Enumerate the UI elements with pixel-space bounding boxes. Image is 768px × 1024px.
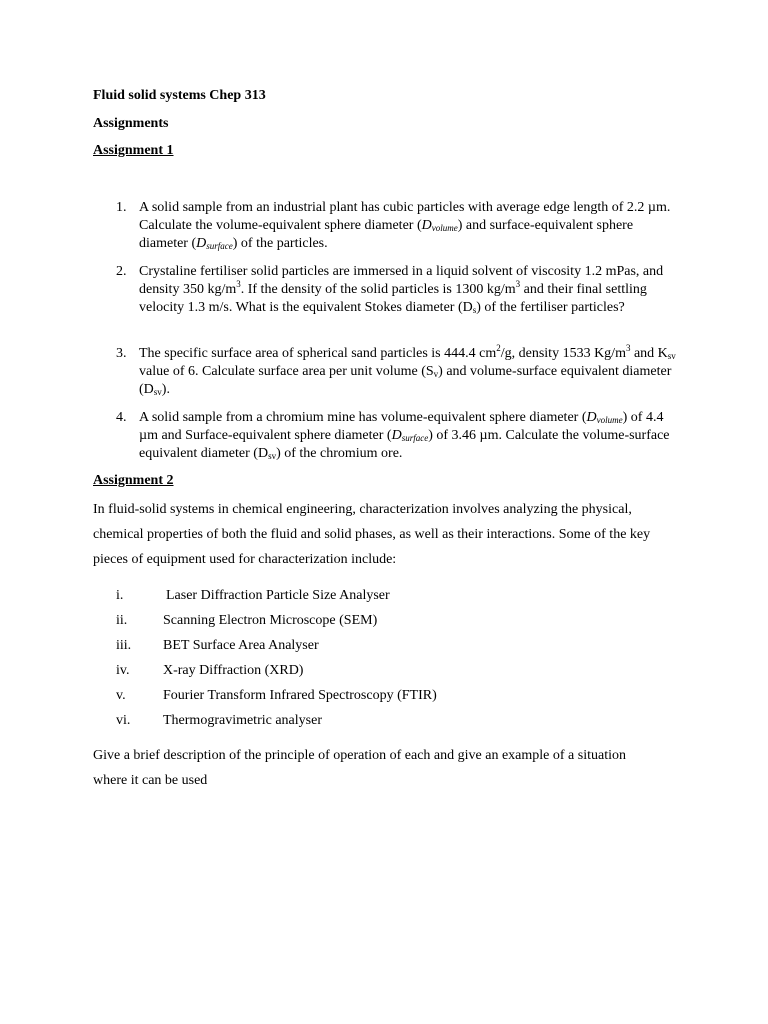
- equipment-item-number: iii.: [116, 638, 132, 653]
- question-2-number: 2.: [116, 264, 127, 279]
- question-3-text: [139, 345, 679, 399]
- q1-text-c: ) of the particles.: [232, 236, 328, 251]
- q3-sup-1: 2: [496, 343, 501, 353]
- q4-d-volume-subscript: volume: [596, 415, 623, 425]
- q1-d-surface-symbol: D: [196, 236, 207, 251]
- equipment-item-label: Laser Diffraction Particle Size Analyser: [166, 588, 390, 603]
- q2-sub-s: s: [472, 305, 477, 315]
- assignment-1-heading: Assignment 1: [93, 143, 174, 158]
- question-3-number: 3.: [116, 346, 127, 361]
- equipment-item-number: ii.: [116, 613, 128, 628]
- q2-text-b: . If the density of the solid particles is 1300 kg/m: [240, 282, 516, 297]
- equipment-item-label: Thermogravimetric analyser: [163, 713, 322, 728]
- q3-text-b: /g, density 1533 Kg/m: [500, 346, 626, 361]
- q4-sub-sv: sv: [268, 451, 277, 461]
- course-title: Fluid solid systems Chep 313: [93, 88, 266, 103]
- q2-text-c: and their final settling velocity 1.3 m/s. What is the equivalent Stokes diameter (D: [139, 282, 647, 315]
- q1-d-surface-subscript: surface: [206, 241, 233, 251]
- q4-text-c: ) of 3.46 µm. Calculate the volume-surface equivalent diameter (D: [139, 428, 670, 461]
- q1-d-volume-subscript: volume: [431, 223, 458, 233]
- q3-text-d: value of 6. Calculate surface area per unit volume (S: [139, 364, 434, 379]
- q3-text-f: ).: [161, 382, 170, 397]
- equipment-item-number: v.: [116, 688, 126, 703]
- equipment-item-number: i.: [116, 588, 124, 603]
- q2-text-a: Crystaline fertiliser solid particles are immersed in a liquid solvent of viscosity 1.2 mPas, and density 350 kg/m: [139, 264, 664, 297]
- q2-sup-1: 3: [236, 279, 241, 289]
- equipment-item-number: iv.: [116, 663, 130, 678]
- equipment-item-label: X-ray Diffraction (XRD): [163, 663, 304, 678]
- q4-d-volume-symbol: D: [586, 410, 597, 425]
- question-4-number: 4.: [116, 410, 127, 425]
- question-4-text: [139, 409, 679, 463]
- q2-sup-2: 3: [515, 279, 521, 289]
- assignment-2-heading: Assignment 2: [93, 473, 174, 488]
- q3-text-e: ) and volume-surface equivalent diameter (D: [139, 364, 672, 397]
- q3-sup-2: 3: [625, 343, 631, 353]
- q3-text-a: The specific surface area of spherical sand particles is 444.4 cm: [139, 346, 497, 361]
- assignment-2-closing: Give a brief description of the principle of operation of each and give an example of a situation where it can be used: [93, 748, 626, 788]
- q3-sub-sv-2: sv: [153, 387, 162, 397]
- q4-text-a: A solid sample from a chromium mine has volume-equivalent sphere diameter (: [139, 410, 587, 425]
- question-2-text: [139, 263, 679, 317]
- q1-d-volume-symbol: D: [421, 218, 432, 233]
- q3-sub-v: v: [433, 369, 439, 379]
- assignment-2-intro: In fluid-solid systems in chemical engineering, characterization involves analyzing the physical, chemical properties of both the fluid and solid phases, as well as their interactions. Some of the key pieces of equipment used for characterization include:: [93, 502, 651, 567]
- q4-text-b: ) of 4.4 µm and Surface-equivalent sphere diameter (: [139, 410, 664, 443]
- equipment-item-number: vi.: [116, 713, 131, 728]
- q1-text-a: A solid sample from an industrial plant has cubic particles with average edge length of 2.2 µm. Calculate the volume-equivalent sphere diameter (: [139, 200, 671, 233]
- section-title: Assignments: [93, 116, 169, 131]
- q1-text-b: ) and surface-equivalent sphere diameter (: [139, 218, 634, 251]
- q4-text-d: ) of the chromium ore.: [276, 446, 403, 461]
- q2-text-d: ) of the fertiliser particles?: [476, 300, 625, 315]
- q4-d-surface-symbol: D: [391, 428, 402, 443]
- question-1-text: [139, 199, 679, 253]
- equipment-item-label: BET Surface Area Analyser: [163, 638, 319, 653]
- question-1-number: 1.: [116, 200, 127, 215]
- q4-d-surface-subscript: surface: [401, 433, 429, 443]
- q3-sub-sv: sv: [667, 351, 676, 361]
- equipment-item-label: Scanning Electron Microscope (SEM): [163, 613, 378, 628]
- equipment-item-label: Fourier Transform Infrared Spectroscopy (FTIR): [163, 688, 437, 703]
- q3-text-c: and K: [630, 346, 668, 361]
